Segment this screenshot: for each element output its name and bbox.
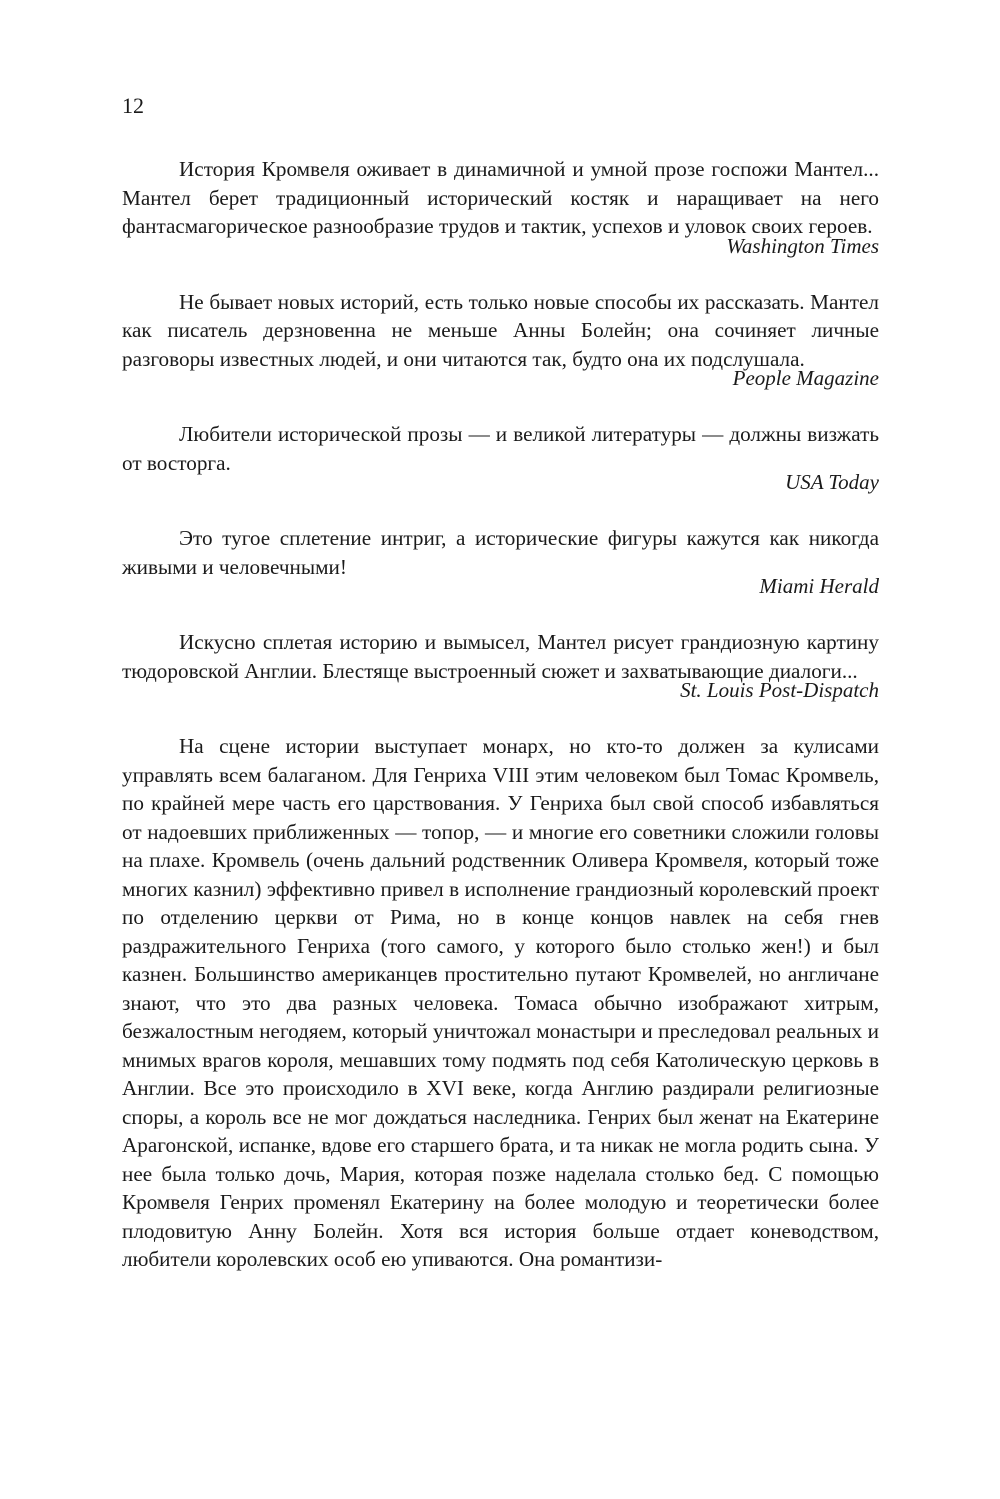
quote-text: Это тугое сплетение интриг, а исторические фигуры кажутся как никогда живыми и человечными! bbox=[122, 526, 879, 579]
quote-text: Искусно сплетая историю и вымысел, Мантел рисует грандиозную картину тюдоровской Англии. Блестяще выстроенный сюжет и захватывающие диалоги... bbox=[122, 630, 879, 683]
quote-source: USA Today bbox=[785, 470, 879, 494]
quote-source: People Magazine bbox=[732, 366, 879, 390]
quote-text: Любители исторической прозы — и великой литературы — должны визжать от восторга. bbox=[122, 422, 879, 475]
quote-source: Washington Times bbox=[726, 233, 879, 258]
quote-text: История Кромвеля оживает в динамичной и умной прозе госпожи Мантел... Мантел берет традиционный исторический костяк и наращивает на него фантасмагорическое разнообразие трудов и тактик, успехов и уловок своих героев. bbox=[122, 157, 879, 238]
quote-source: St. Louis Post-Dispatch bbox=[680, 678, 879, 702]
page-content bbox=[122, 155, 879, 1274]
review-quote bbox=[122, 628, 879, 704]
review-quote bbox=[122, 420, 879, 496]
page-number: 12 bbox=[122, 93, 144, 118]
body-paragraph: На сцене истории выступает монарх, но кто-то должен за кулисами управлять всем балаганом. Для Генриха VIII этим человеком был Томас Кромвель, по крайней мере часть его царствования. У Генриха был свой способ избавляться от надоевших приближенных — топор, — и многие его советники сложили головы на плахе. Кромвель (очень дальний родственник Оливера Кромвеля, который тоже многих казнил) эффективно привел в исполнение грандиозный королевский проект по отделению церкви от Рима, но в конце концов навлек на себя гнев раздражительного Генриха (того самого, у которого было столько жен!) и был казнен. Большинство американцев простительно путают Кромвелей, но англичане знают, что это два разных человека. Томаса обычно изображают хитрым, безжалостным негодяем, который уничтожал монастыри и преследовал реальных и мнимых врагов короля, мешавших тому подмять под себя Католическую церковь в Англии. Все это происходило в XVI веке, когда Англию раздирали религиозные споры, а король все не мог дождаться наследника. Генрих был женат на Екатерине Арагонской, испанке, вдове его старшего брата, и та никак не могла родить сына. У нее была только дочь, Мария, которая позже наделала столько бед. С помощью Кромвеля Генрих променял Екатерину на более молодую и теоретически более плодовитую Анну Болейн. Хотя вся история больше отдает коневодством, любители королевских особ ею упиваются. Она романтизи- bbox=[122, 734, 879, 1271]
quote-source: Miami Herald bbox=[759, 574, 879, 598]
review-quote bbox=[122, 155, 879, 260]
review-quote bbox=[122, 288, 879, 393]
quote-text: Не бывает новых историй, есть только новые способы их рассказать. Мантел как писатель дерзновенна не меньше Анны Болейн; она сочиняет личные разговоры известных людей, и они читаются так, будто она их подслушала. bbox=[122, 289, 879, 371]
review-quote bbox=[122, 524, 879, 600]
